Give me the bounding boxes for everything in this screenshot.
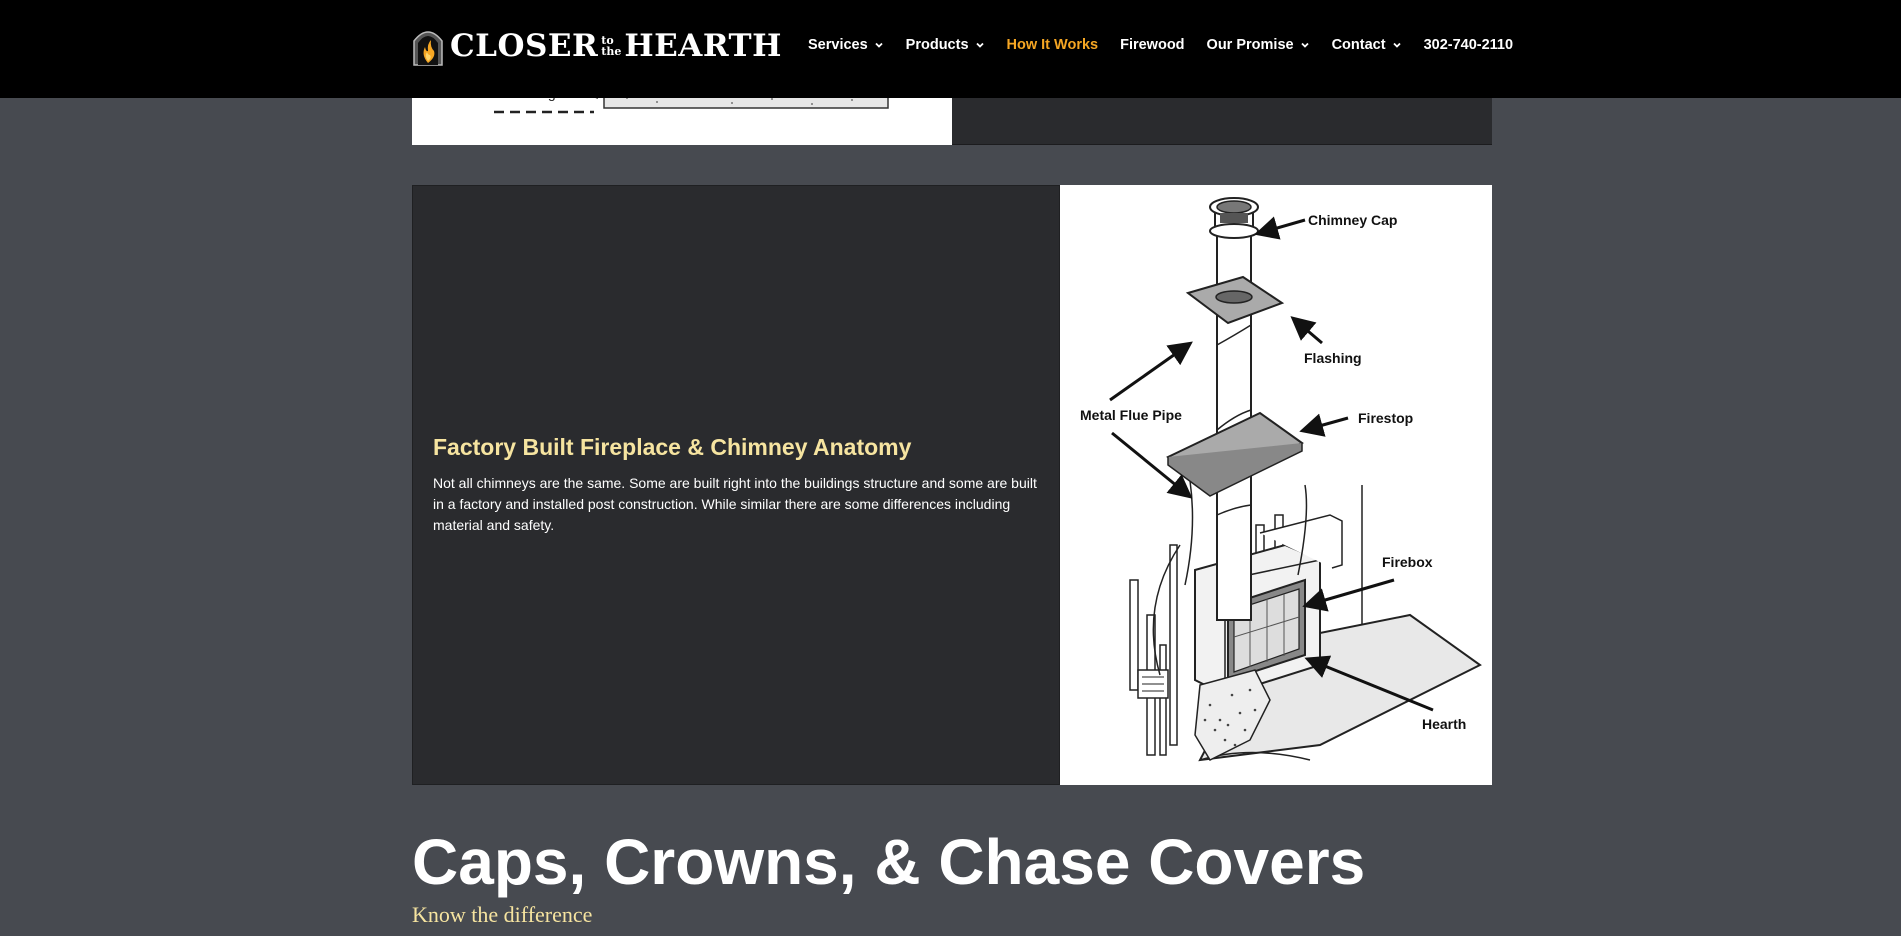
nav-phone-link[interactable]: 302-740-2110	[1423, 37, 1514, 53]
nav-products-label: Products	[905, 37, 969, 53]
chevron-down-icon	[874, 40, 884, 50]
label-firebox: Firebox	[1382, 554, 1433, 570]
label-flashing: Flashing	[1304, 350, 1362, 366]
chevron-down-icon	[975, 40, 985, 50]
chevron-down-icon	[1392, 40, 1402, 50]
anatomy-section	[412, 185, 1492, 785]
previous-text-panel	[952, 98, 1492, 145]
nav-how-it-works-label: How It Works	[1006, 37, 1099, 53]
previous-diagram-image	[412, 98, 952, 145]
label-hearth: Hearth	[1422, 716, 1467, 732]
label-firestop: Firestop	[1358, 410, 1414, 426]
chevron-down-icon	[1300, 40, 1310, 50]
anatomy-title: Factory Built Fireplace & Chimney Anatomy	[433, 434, 912, 460]
nav-products[interactable]	[906, 37, 985, 53]
chimney-anatomy-diagram	[1060, 185, 1492, 785]
site-header	[0, 0, 1901, 98]
nav-services[interactable]	[808, 37, 884, 53]
anatomy-description: Not all chimneys are the same. Some are built right into the buildings structure and some are built in a factory and installed post construction. While similar there are some differences including material and safety.	[433, 475, 1037, 533]
logo-wordmark	[450, 28, 782, 64]
logo-word-the: the	[601, 45, 622, 58]
nav-how-it-works[interactable]	[1007, 37, 1099, 53]
logo-word-closer: CLOSER	[450, 28, 599, 64]
nav-contact-label: Contact	[1331, 37, 1386, 53]
nav-contact[interactable]	[1332, 37, 1402, 53]
masonry-footing-diagram	[412, 98, 952, 145]
label-metal-flue-pipe: Metal Flue Pipe	[1080, 407, 1182, 423]
logo-word-to: to	[601, 34, 614, 47]
label-chimney-cap: Chimney Cap	[1308, 212, 1398, 228]
caps-section-subtitle: Know the difference	[412, 902, 593, 927]
anatomy-text-panel	[412, 185, 1060, 785]
fireplace-logo-icon	[412, 25, 444, 67]
logo-small-words	[601, 35, 621, 57]
nav-firewood-label: Firewood	[1120, 37, 1185, 53]
nav-our-promise-label: Our Promise	[1206, 37, 1294, 53]
nav-our-promise[interactable]	[1207, 37, 1310, 53]
nav-firewood[interactable]	[1120, 37, 1184, 53]
chimney-anatomy-illustration	[1060, 185, 1492, 785]
nav-services-label: Services	[808, 37, 868, 53]
caps-section-title: Caps, Crowns, & Chase Covers	[412, 826, 1366, 898]
logo-word-hearth: HEARTH	[624, 28, 782, 64]
main-nav	[808, 0, 1513, 90]
site-logo[interactable]	[412, 24, 782, 68]
